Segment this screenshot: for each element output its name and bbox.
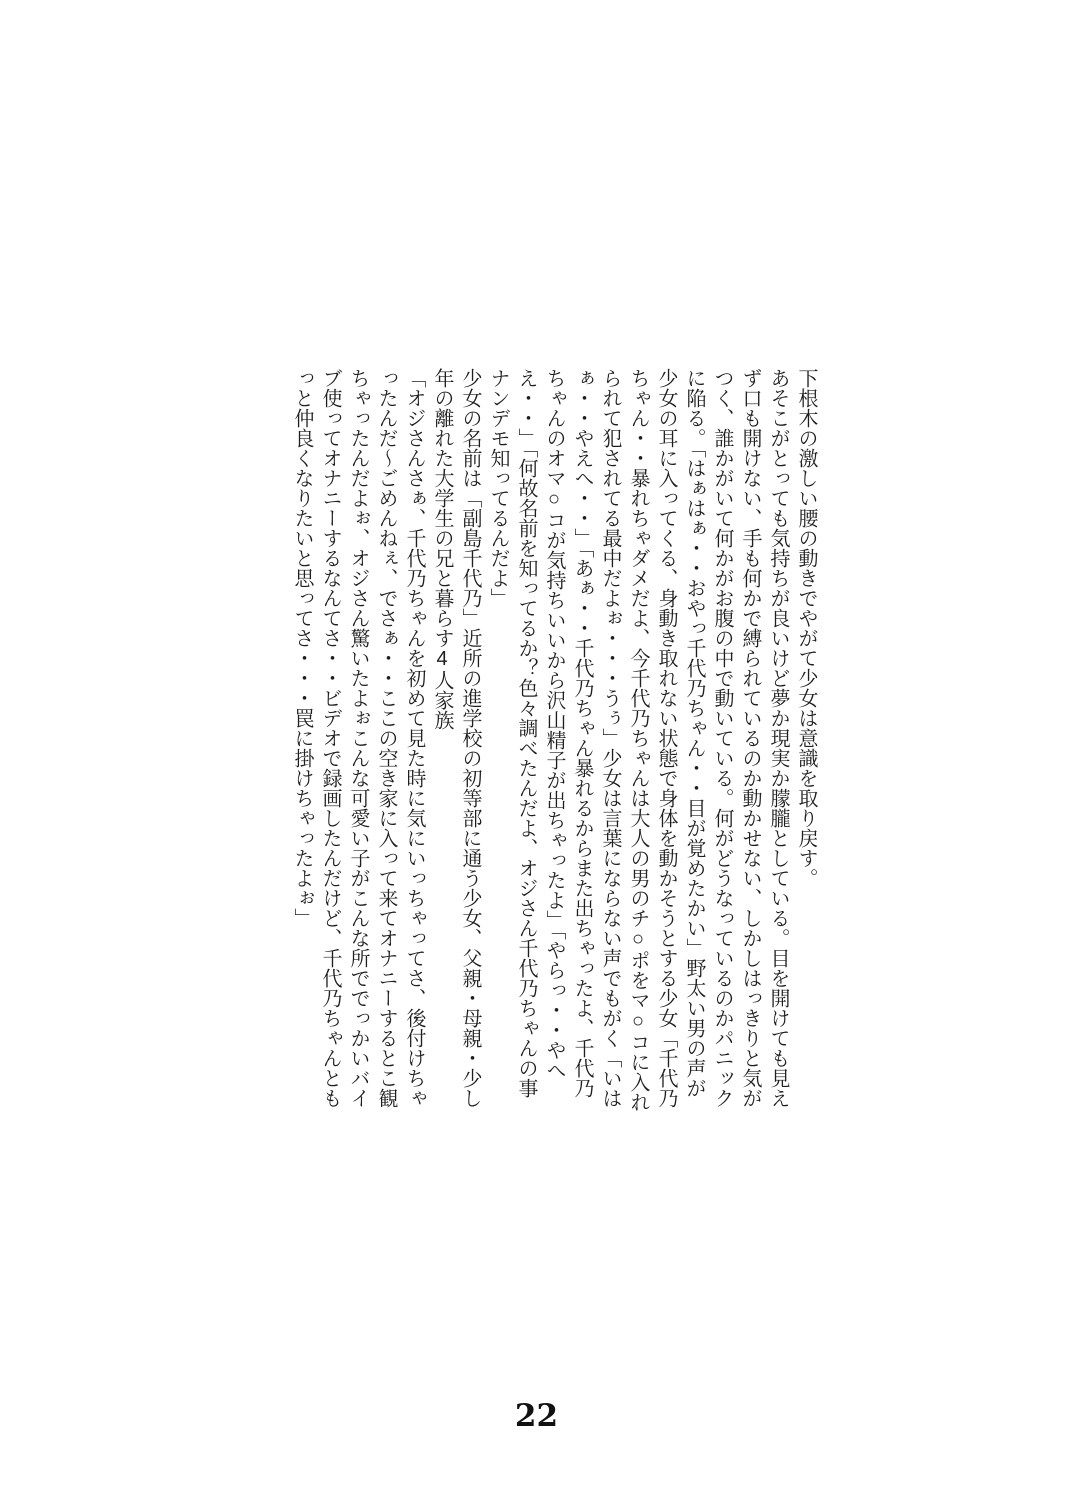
vertical-text-paragraph-1: 下根木の激しい腰の動きでやがて少女は意識を取り戻す。: [795, 368, 817, 888]
vertical-text-paragraph-3: 少女の名前は「副島千代乃」近所の進学校の初等部に通う少女、父親・母親・少し年の離れた大学生の兄と暮らす4人家族: [431, 368, 481, 1108]
page-number: 22: [514, 1398, 559, 1434]
vertical-text-paragraph-2: あそこがとっても気持ちが良いけど夢か現実か朦朧としている。目を開けても見えず口も開けない、手も何かで縛られているのか動かせない、しかしはっきりと気がつく、誰かがいて何かがお腹の中で動いている。何がどうなっているのかパニックに陥る。「はぁはぁ・・おやっ千代乃ちゃん・・目が覚めたかい」野太い男の声が少女の耳に入ってくる、身動き取れない状態で身体を動かそうとする少女「千代乃ちゃん・・暴れちゃダメだよ、今千代乃ちゃんは大人の男のチ○ポをマ○コに入れられて犯されてる最中だよぉ・・・うぅ」少女は言葉にならない声でもがく「いはぁ・・やえへ・・」「あぁ・・千代乃ちゃん暴れるからまた出ちゃったよ、千代乃ちゃんのオマ○コが気持ちいいから沢山精子が出ちゃったよ」「やらっ・・やへえ・・」「何故名前を知ってるか？色々調べたんだよ、オジさん千代乃ちゃんの事ナンデモ知ってるんだよ」: [487, 368, 789, 1112]
vertical-text-paragraph-4: 「オジさんさぁ、千代乃ちゃんを初めて見た時に気にいっちゃってさ、後付けちゃったんだ〜ごめんねぇ、でさぁ・・ここの空き家に入って来てオナニーするとこ観ちゃったんだよぉ、オジさん驚いたよぉこんな可愛い子がこんな所ででっかいバイブ使ってオナニーするなんてさ・・ビデオで録画したんだけど、千代乃ちゃんともっと仲良くなりたいと思ってさ・・・罠に掛けちゃったよぉ」: [291, 368, 425, 1108]
vertical-text-block: [288, 368, 820, 1114]
